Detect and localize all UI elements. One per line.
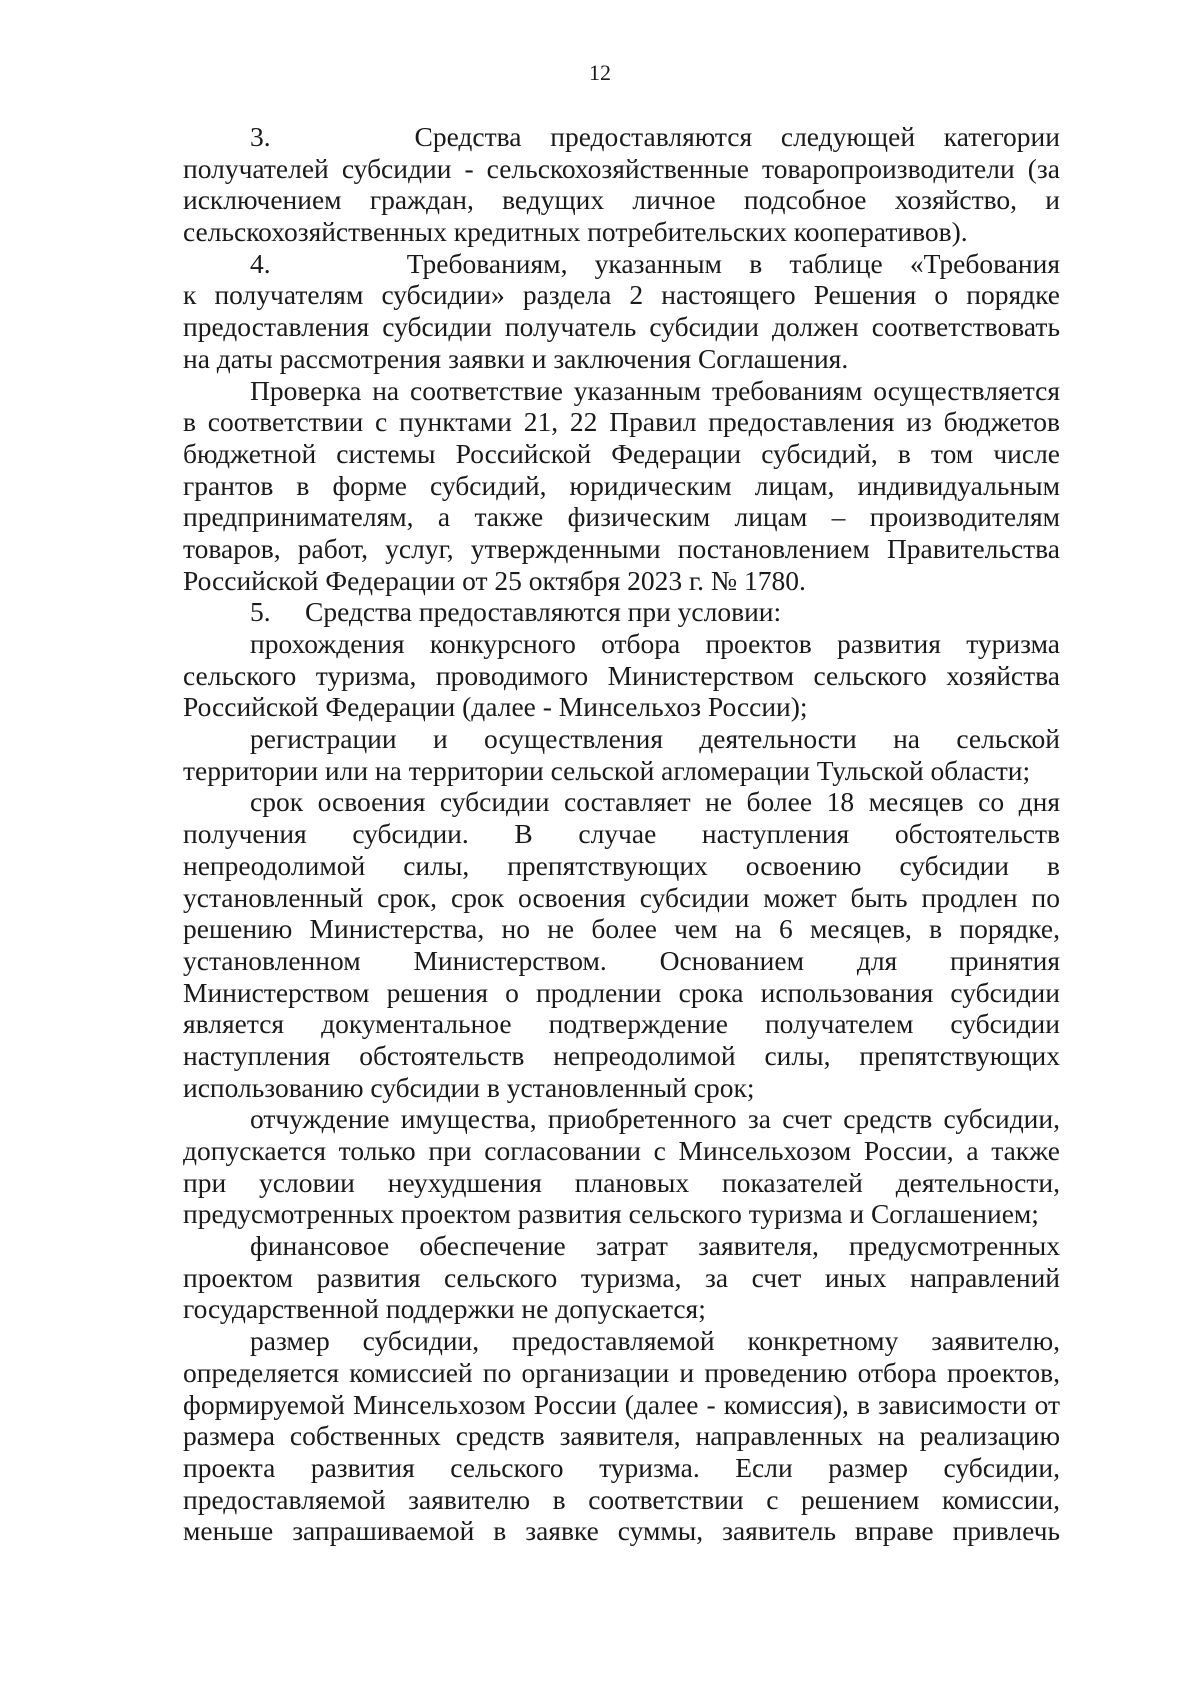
text-line: исключением граждан, ведущих личное подсобное хозяйство, и [183,184,1060,216]
text-line: предусмотренных проектом развития сельского туризма и Соглашением; [183,1198,1039,1230]
text-line: при условии неухудшения плановых показателей деятельности, [183,1166,1060,1198]
text-line: 5. Средства предоставляются при условии: [250,596,782,628]
text-line: установленном Министерством. Основанием для принятия [183,944,1060,976]
text-line: 4. Требованиям, указанным в таблице «Требования [250,247,1060,279]
text-line: регистрации и осуществления деятельности на сельской [250,723,1060,755]
text-line: проектом развития сельского туризма, за счет иных направлений [183,1261,1060,1293]
text-line: территории или на территории сельской агломерации Тульской области; [183,754,1031,786]
text-line: к получателям субсидии» раздела 2 настоящего Решения о порядке [183,279,1060,311]
text-line: сельскохозяйственных кредитных потребительских кооперативов). [183,216,968,248]
text-line: размера собственных средств заявителя, направленных на реализацию [183,1420,1060,1452]
body-text [183,121,1060,1547]
text-line: непреодолимой силы, препятствующих освоению субсидии в [183,849,1060,881]
text-line: Российской Федерации от 25 октября 2023 г. № 1780. [183,564,806,596]
text-line: допускается только при согласовании с Минсельхозом России, а также [183,1135,1060,1166]
text-line: товаров, работ, услуг, утвержденными постановлением Правительства [183,532,1060,564]
text-line: Министерством решения о продлении срока использования субсидии [183,976,1060,1008]
text-line: Российской Федерации (далее - Минсельхоз России); [183,691,808,723]
text-line: отчуждение имущества, приобретенного за счет средств субсидии, [250,1103,1060,1135]
text-line: финансовое обеспечение затрат заявителя, предусмотренных [250,1230,1060,1262]
text-line: меньше запрашиваемой в заявке суммы, заявитель вправе привлечь [183,1515,1060,1547]
text-line: бюджетной системы Российской Федерации субсидий, в том числе [183,437,1060,469]
text-line: наступления обстоятельств непреодолимой силы, препятствующих [183,1039,1060,1071]
text-line: 3. Средства предоставляются следующей категории [250,121,1060,152]
text-line: получателей субсидии - сельскохозяйственные товаропроизводители (за [183,152,1060,184]
text-line: формируемой Минсельхозом России (далее - комиссия), в зависимости от [183,1388,1060,1420]
text-line: получения субсидии. В случае наступления обстоятельств [183,818,1060,850]
page-number: 12 [589,60,611,85]
text-line: предоставляемой заявителю в соответствии с решением комиссии, [183,1483,1060,1515]
text-line: государственной поддержки не допускается; [183,1293,706,1325]
text-line: срок освоения субсидии составляет не более 18 месяцев со дня [250,786,1060,818]
text-line: использованию субсидии в установленный срок; [183,1071,755,1103]
text-line: установленный срок, срок освоения субсидии может быть продлен по [183,881,1060,913]
text-line: в соответствии с пунктами 21, 22 Правил предоставления из бюджетов [183,406,1060,438]
text-line: является документальное подтверждение получателем субсидии [183,1008,1060,1040]
text-line: определяется комиссией по организации и проведению отбора проектов, [183,1356,1060,1388]
text-line: проекта развития сельского туризма. Если размер субсидии, [183,1451,1060,1483]
text-line: прохождения конкурсного отбора проектов развития туризма [250,628,1060,659]
text-line: на даты рассмотрения заявки и заключения Соглашения. [183,342,849,374]
text-line: грантов в форме субсидий, юридическим лицам, индивидуальным [183,469,1060,501]
text-line: размер субсидии, предоставляемой конкретному заявителю, [250,1325,1060,1357]
text-line: предпринимателям, а также физическим лицам – производителям [183,501,1060,533]
text-line: сельского туризма, проводимого Министерством сельского хозяйства [183,659,1060,691]
text-line: Проверка на соответствие указанным требованиям осуществляется [250,374,1060,406]
text-line: решению Министерства, но не более чем на 6 месяцев, в порядке, [183,913,1060,945]
text-line: предоставления субсидии получатель субсидии должен соответствовать [183,311,1060,343]
